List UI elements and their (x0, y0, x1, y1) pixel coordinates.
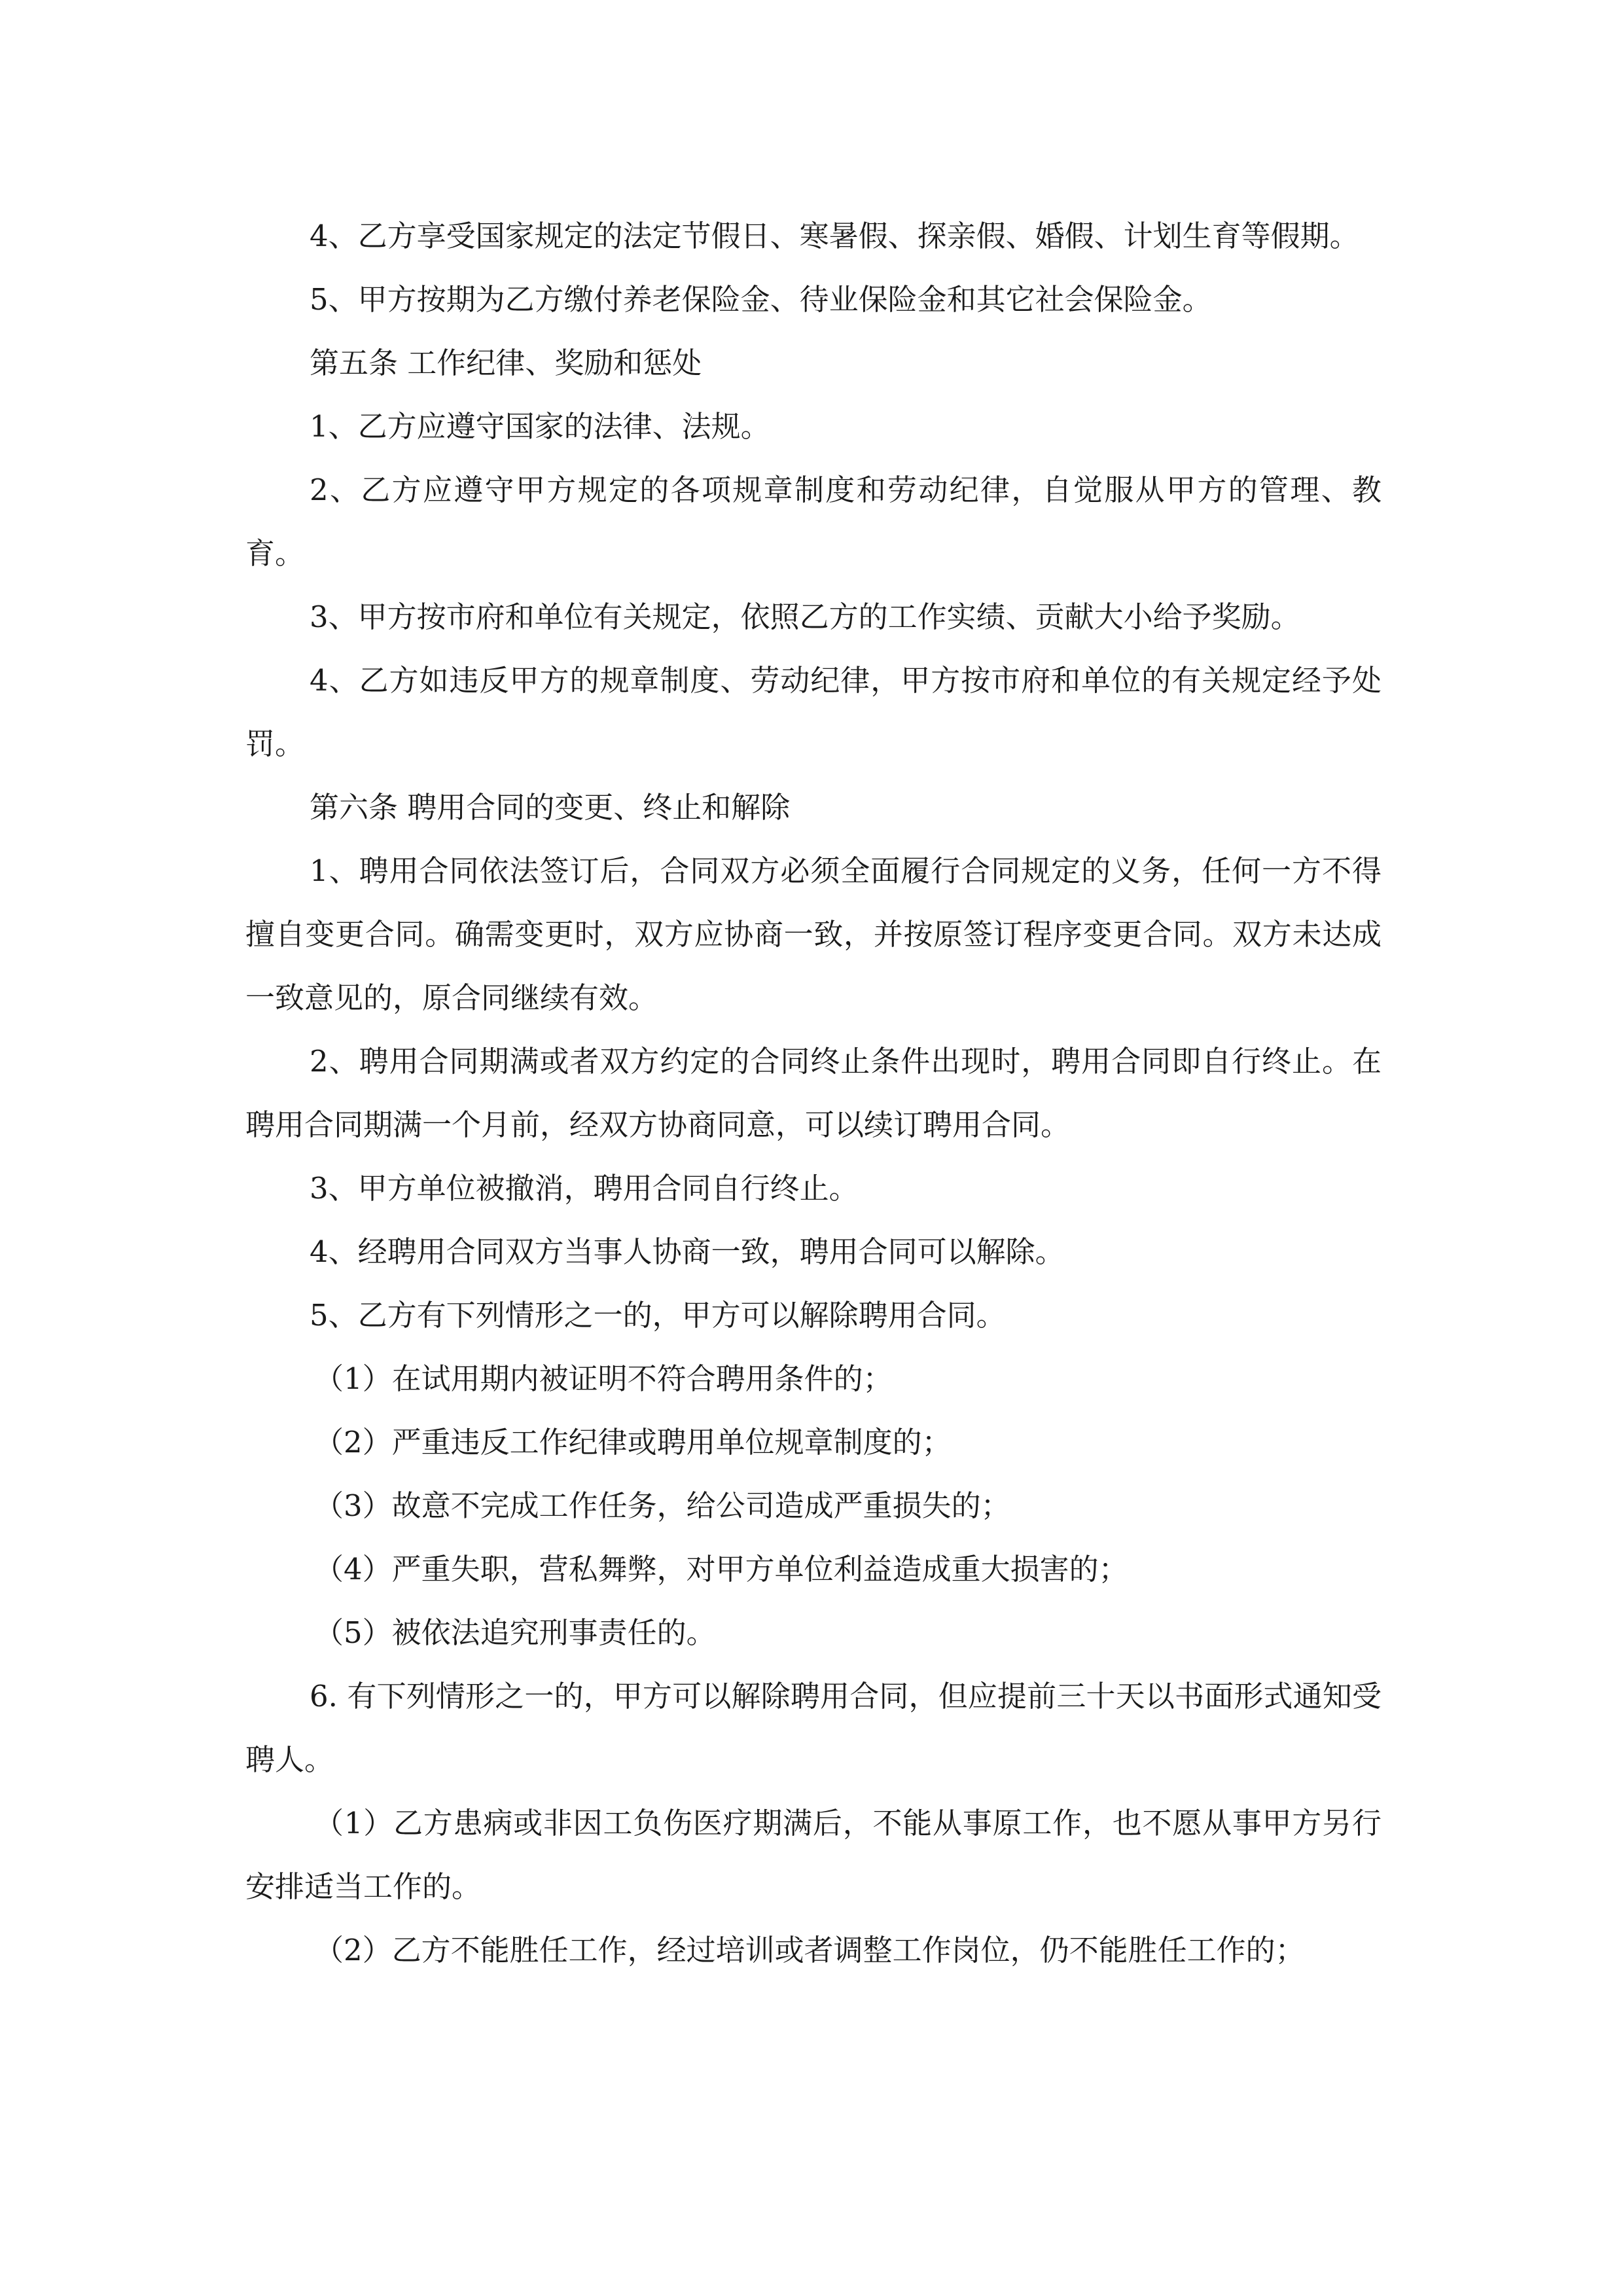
item-6-sub-2: （2）乙方不能胜任工作，经过培训或者调整工作岗位，仍不能胜任工作的； (314, 1933, 1305, 1967)
article-6-item-5: 5、乙方有下列情形之一的，甲方可以解除聘用合同。 (310, 1298, 1006, 1333)
article-5-item-1: 1、乙方应遵守国家的法律、法规。 (310, 409, 770, 444)
item-5-sub-4: （4）严重失职，营私舞弊，对甲方单位利益造成重大损害的； (314, 1552, 1128, 1587)
article-6-item-3: 3、甲方单位被撤消，聘用合同自行终止。 (310, 1171, 859, 1206)
clause-4-holidays: 4、乙方享受国家规定的法定节假日、寒暑假、探亲假、婚假、计划生育等假期。 (310, 219, 1359, 253)
article-5-heading: 第五条 工作纪律、奖励和惩处 (310, 346, 702, 380)
article-6-item-2: 2、聘用合同期满或者双方约定的合同终止条件出现时，聘用合同即自行终止。在聘用合同期满一个月前，经双方协商同意，可以续订聘用合同。 (245, 1044, 1382, 1142)
item-5-sub-1: （1）在试用期内被证明不符合聘用条件的； (314, 1361, 893, 1396)
article-6-heading: 第六条 聘用合同的变更、终止和解除 (310, 790, 791, 825)
document-page (245, 204, 1382, 1982)
item-5-sub-5: （5）被依法追究刑事责任的。 (314, 1615, 716, 1650)
article-6-item-6: 6. 有下列情形之一的，甲方可以解除聘用合同，但应提前三十天以书面形式通知受聘人。 (245, 1679, 1382, 1777)
article-6-item-1: 1、聘用合同依法签订后，合同双方必须全面履行合同规定的义务，任何一方不得擅自变更合同。确需变更时，双方应协商一致，并按原签订程序变更合同。双方未达成一致意见的，原合同继续有效。 (245, 853, 1382, 1015)
article-5-item-2: 2、乙方应遵守甲方规定的各项规章制度和劳动纪律，自觉服从甲方的管理、教育。 (245, 473, 1382, 571)
article-5-item-4: 4、乙方如违反甲方的规章制度、劳动纪律，甲方按市府和单位的有关规定经予处罚。 (245, 663, 1382, 761)
item-5-sub-2: （2）严重违反工作纪律或聘用单位规章制度的； (314, 1425, 952, 1460)
item-6-sub-1: （1）乙方患病或非因工负伤医疗期满后，不能从事原工作，也不愿从事甲方另行安排适当工作的。 (245, 1806, 1382, 1904)
item-5-sub-3: （3）故意不完成工作任务，给公司造成严重损失的； (314, 1488, 1010, 1523)
clause-5-insurance: 5、甲方按期为乙方缴付养老保险金、待业保险金和其它社会保险金。 (310, 282, 1212, 317)
article-5-item-3: 3、甲方按市府和单位有关规定，依照乙方的工作实绩、贡献大小给予奖励。 (310, 600, 1300, 634)
article-6-item-4: 4、经聘用合同双方当事人协商一致，聘用合同可以解除。 (310, 1234, 1065, 1269)
